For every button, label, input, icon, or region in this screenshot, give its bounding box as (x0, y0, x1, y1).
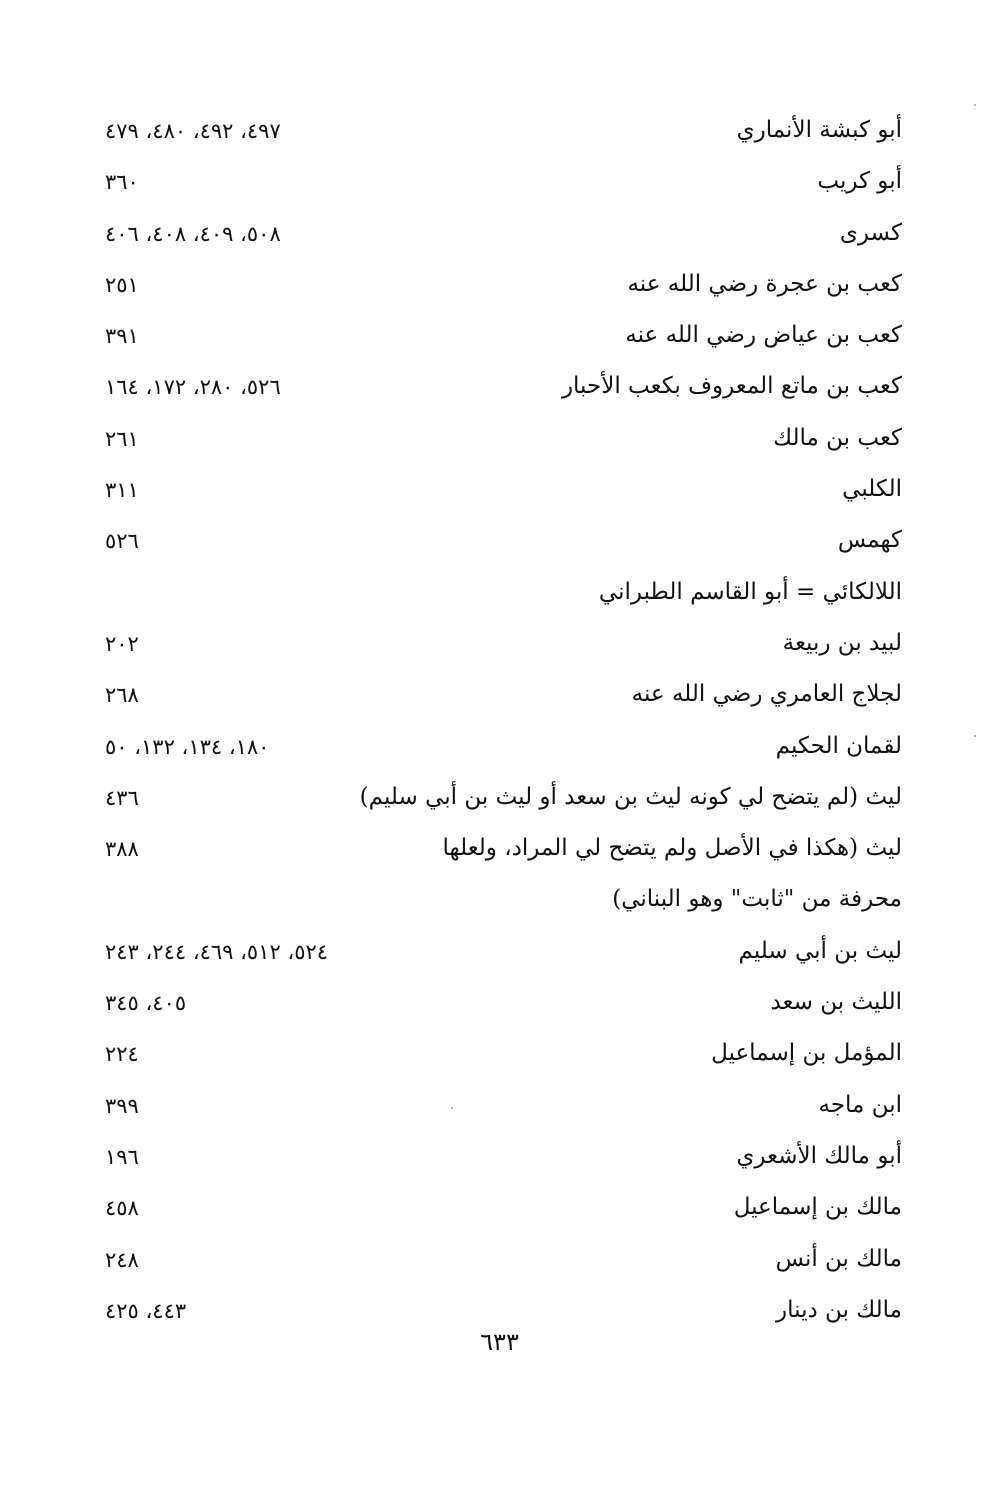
entry-name: أبو مالك الأشعري (736, 1142, 902, 1169)
entry-name: كعب بن مالك (773, 424, 902, 451)
index-entry (100, 983, 902, 1034)
page-number: ٦٣٣ (480, 1328, 519, 1356)
index-entry (100, 265, 902, 316)
entry-name: اللالكائي = أبو القاسم الطبراني (598, 578, 902, 605)
entry-pages: ٢٥١ (105, 272, 139, 297)
entry-name: ابن ماجه (818, 1091, 902, 1118)
entry-pages: ٣٨٨ (105, 837, 139, 862)
index-entry (100, 624, 902, 675)
entry-pages: ١٨٠، ١٣٤، ١٣٢، ٥٠ (105, 734, 270, 759)
index-entry (100, 521, 902, 572)
entry-pages: ١٩٦ (105, 1144, 139, 1169)
entry-name: ليث (لم يتضح لي كونه ليث بن سعد أو ليث بن أبي سليم) (359, 783, 902, 810)
index-entry (100, 1137, 902, 1188)
entry-name: مالك بن إسماعيل (733, 1194, 902, 1221)
scan-speck (974, 735, 976, 737)
index-entry (100, 367, 902, 418)
index-entry (100, 214, 902, 265)
entry-name: ليث (هكذا في الأصل ولم يتضح لي المراد، ولعلها (442, 835, 902, 862)
entry-pages: ٤٩٧، ٤٩٢، ٤٨٠، ٤٧٩ (105, 119, 281, 143)
entry-name: لجلاج العامري رضي الله عنه (631, 681, 902, 708)
entry-pages: ٢٦١ (105, 426, 139, 451)
entry-pages: ٣٦٠ (105, 170, 139, 195)
index-entry (100, 1086, 902, 1137)
entry-name: كعب بن عجرة رضي الله عنه (627, 270, 902, 297)
index-entry (100, 162, 902, 213)
entry-pages: ٢٠٢ (105, 631, 139, 656)
index-entry (100, 1188, 902, 1239)
entry-name: كسرى (839, 219, 902, 246)
entry-pages: ٢٢٤ (105, 1042, 139, 1067)
index-entry (100, 470, 902, 521)
entry-pages: ٢٦٨ (105, 683, 139, 708)
entry-pages: ٣٩١ (105, 324, 139, 349)
entry-name: لقمان الحكيم (775, 732, 902, 759)
index-entry (100, 778, 902, 829)
entry-pages: ٥٢٤، ٥١٢، ٤٦٩، ٢٤٤، ٢٤٣ (105, 939, 329, 964)
index-entry (100, 829, 902, 880)
index-entry (100, 1240, 902, 1291)
entry-name: مالك بن دينار (776, 1296, 902, 1323)
entry-name: الكلبي (842, 476, 902, 503)
entry-name: كهمس (837, 527, 902, 554)
entry-pages: ٥٢٦، ٢٨٠، ١٧٢، ١٦٤ (105, 375, 281, 400)
scan-speck (451, 1107, 453, 1109)
index-entry (100, 573, 902, 624)
entry-pages: ٣١١ (105, 478, 139, 503)
entry-name: كعب بن عياض رضي الله عنه (625, 322, 902, 349)
entry-name: مالك بن أنس (775, 1245, 902, 1272)
entry-name: الليث بن سعد (770, 989, 902, 1016)
index-entry (100, 675, 902, 726)
scan-speck (974, 104, 976, 106)
entry-name: المؤمل بن إسماعيل (711, 1040, 902, 1067)
entry-pages: ٤٣٦ (105, 785, 139, 810)
index-entry (100, 316, 902, 367)
entry-pages: ٤٤٣، ٤٢٥ (105, 1298, 187, 1323)
entry-pages: ٥٠٨، ٤٠٩، ٤٠٨، ٤٠٦ (105, 221, 281, 246)
entry-pages: ٥٢٦ (105, 529, 139, 554)
entry-name: لبيد بن ربيعة (782, 629, 902, 656)
entry-name: ليث بن أبي سليم (738, 937, 902, 964)
entry-name: أبو كريب (817, 168, 902, 195)
entry-pages: ٤٠٥، ٣٤٥ (105, 991, 187, 1016)
index-entry (100, 932, 902, 983)
entry-name: محرفة من "ثابت" وهو البناني) (612, 886, 902, 913)
index-entry (100, 111, 902, 162)
index-entry (100, 727, 902, 778)
entry-pages: ٢٤٨ (105, 1247, 139, 1272)
entry-pages: ٣٩٩ (105, 1093, 139, 1118)
entry-name: كعب بن ماتع المعروف بكعب الأحبار (561, 373, 902, 400)
name-index-list (100, 111, 902, 1342)
entry-name: أبو كبشة الأنماري (736, 117, 902, 143)
entry-pages: ٤٥٨ (105, 1196, 139, 1221)
index-entry (100, 419, 902, 470)
index-entry (100, 1034, 902, 1085)
index-entry-continuation (100, 880, 902, 931)
